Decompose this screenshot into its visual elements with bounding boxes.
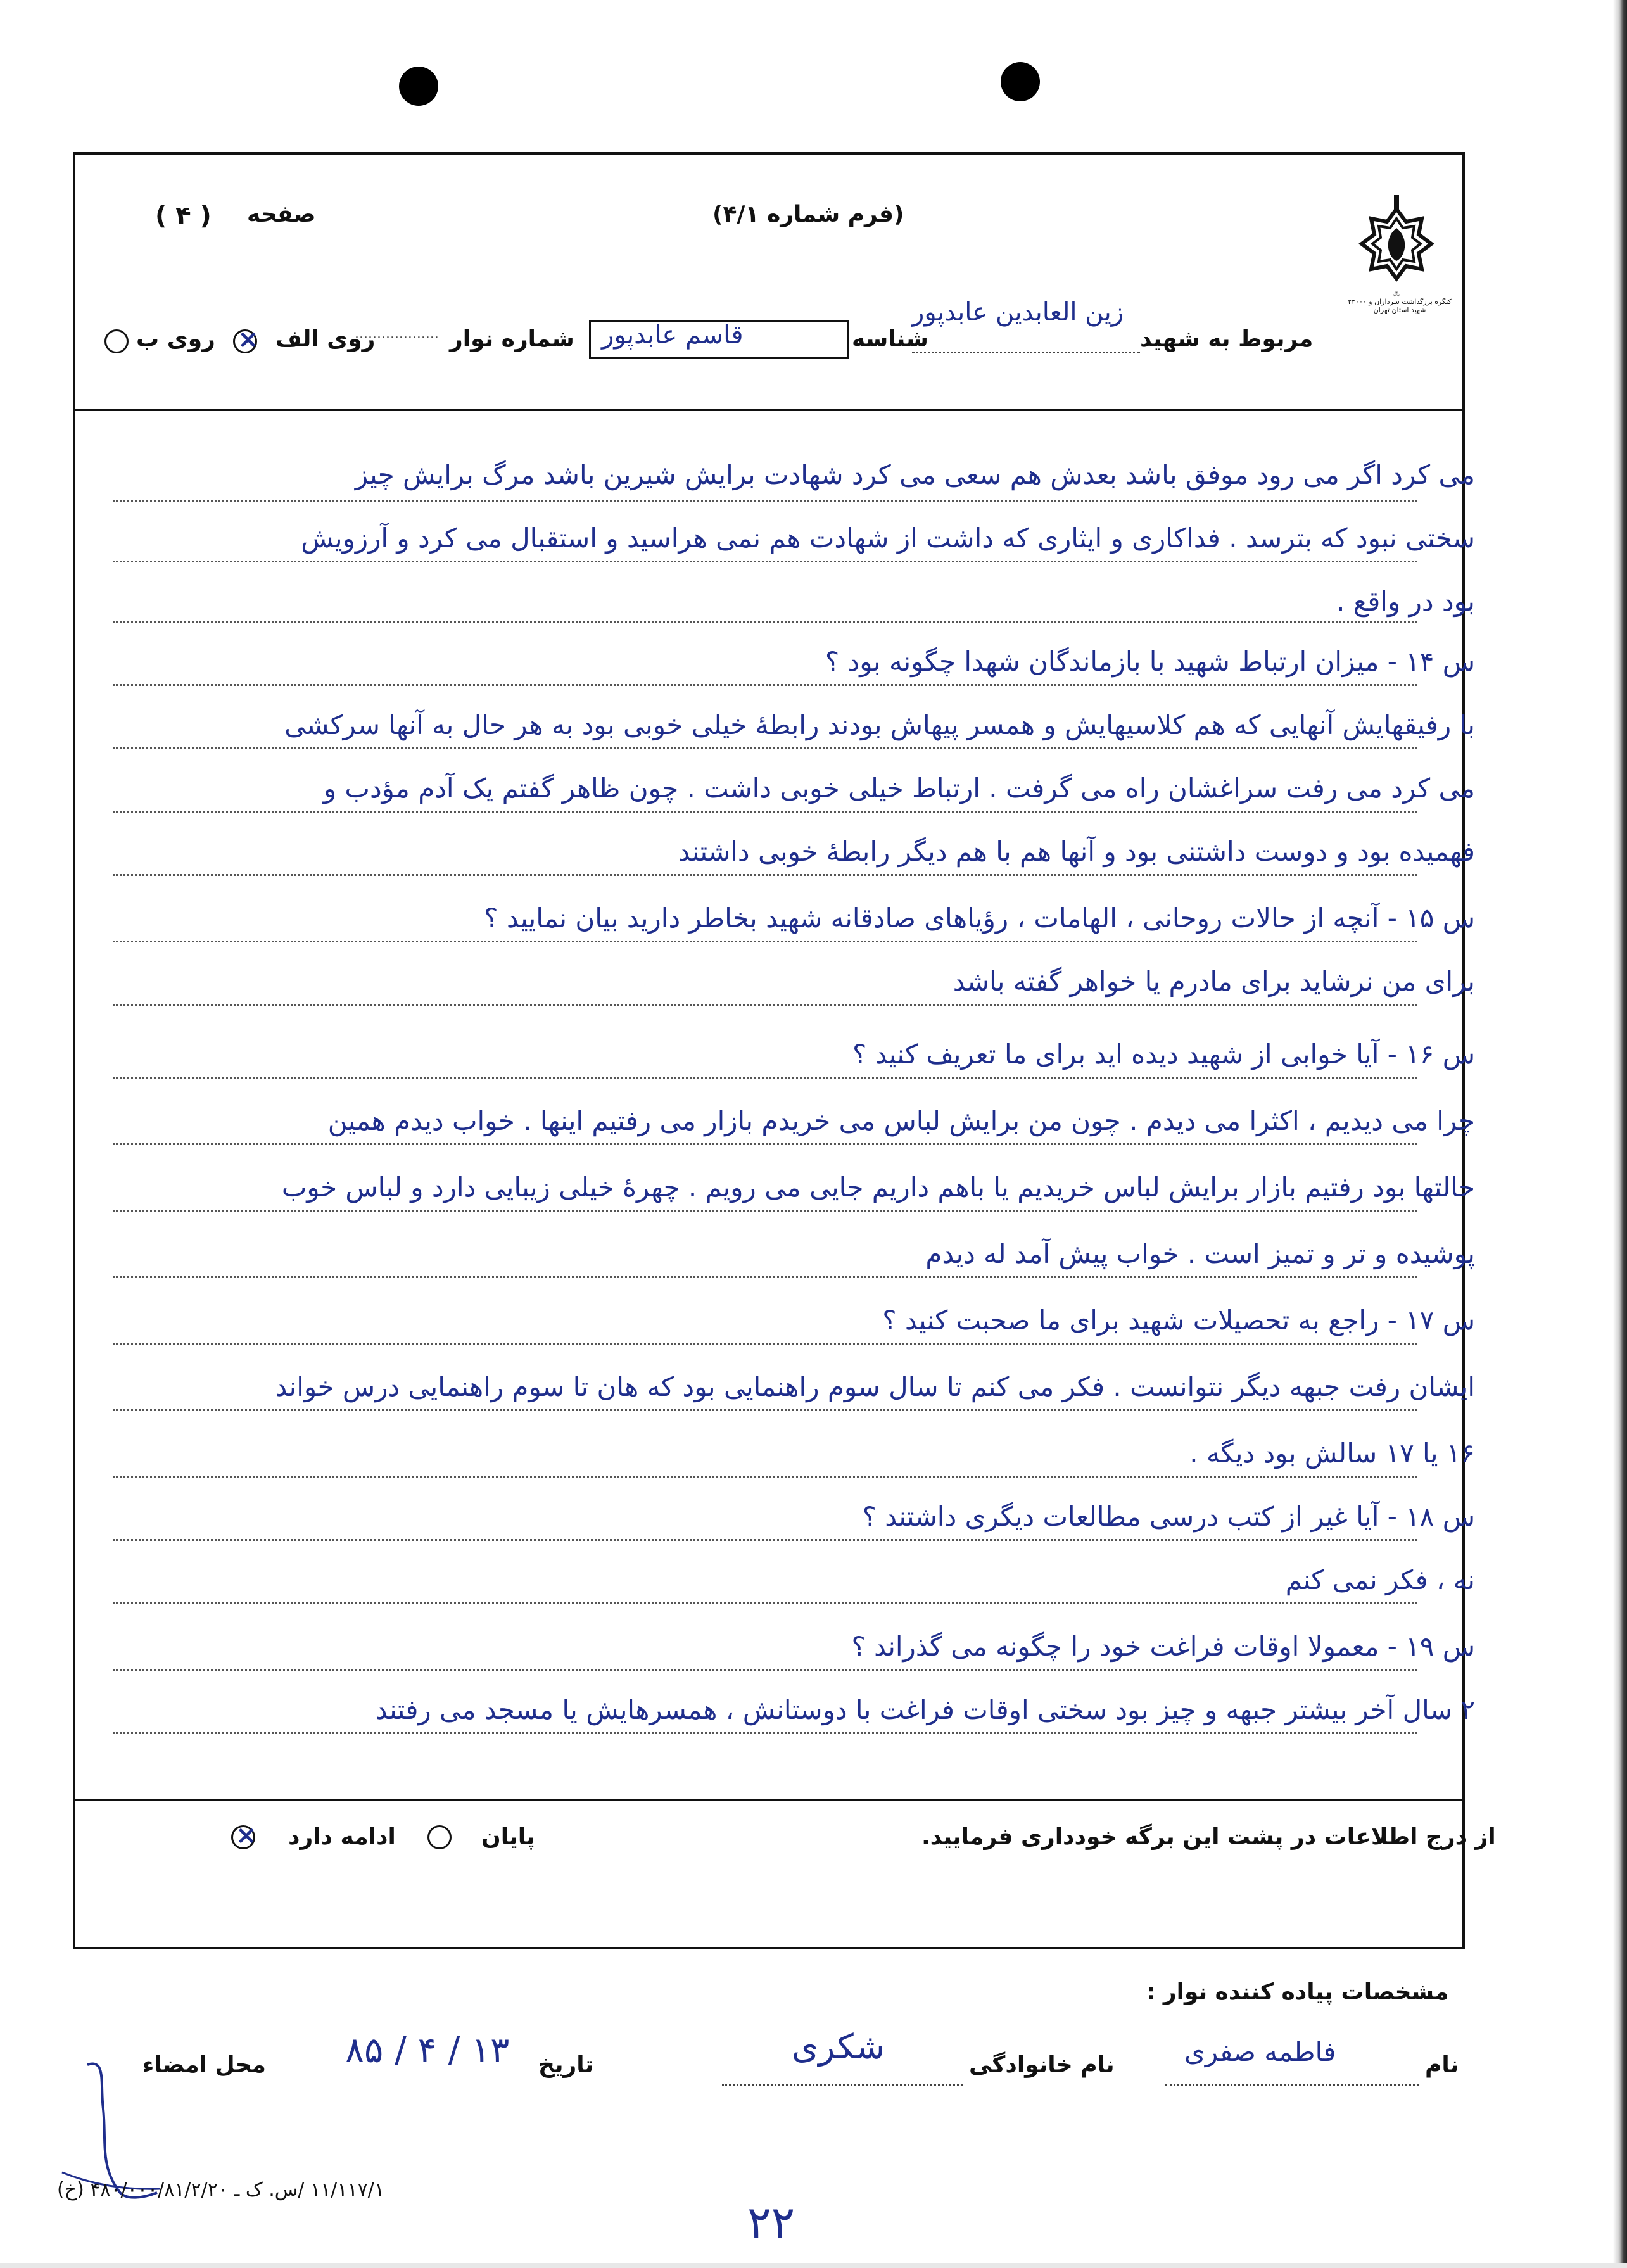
side-dots: ................... <box>355 326 439 342</box>
date-handwritten: ۸۵ / ۴ / ۱۳ <box>345 2030 510 2071</box>
side-a-label: روی الف <box>275 326 376 352</box>
body-line: نه ، فکر نمی کنم <box>1285 1564 1475 1595</box>
question-18: س ۱۸ - آیا غیر از کتب درسی مطالعات دیگری داشتند ؟ <box>862 1501 1475 1532</box>
header-divider <box>73 409 1465 411</box>
body-bottom-divider <box>73 1799 1465 1801</box>
page-number: ( ۴ ) <box>155 201 212 231</box>
side-a-radio[interactable] <box>233 329 257 353</box>
family-name-label: نام خانوادگی <box>969 2052 1115 2078</box>
linked-martyr-label: مربوط به شهید <box>1140 326 1314 352</box>
body-line: چرا می دیدیم ، اکثرا می دیدم . چون من برایش لباس می خریدم بازار می رفتیم اینها . خواب دیدم همین <box>327 1105 1475 1136</box>
question-19: س ۱۹ - معمولا اوقات فراغت خود را چگونه می گذراند ؟ <box>851 1631 1475 1662</box>
ruled-line <box>113 941 1417 942</box>
body-line: می کرد می رفت سراغشان راه می گرفت . ارتباط خیلی خوبی داشت . چون ظاهر گفتم یک آدم مؤدب و <box>323 773 1475 804</box>
ruled-line <box>113 874 1417 876</box>
martyr-name-dotline <box>912 352 1140 353</box>
end-radio[interactable] <box>427 1825 452 1849</box>
question-14: س ۱۴ - میزان ارتباط شهید با بازماندگان شهدا چگونه بود ؟ <box>825 646 1475 677</box>
body-line: با رفیقهایش آنهایی که هم کلاسیهایش و همسر پیهاش بودند رابطهٔ خیلی خوبی بود به هر حال به آنها سرکشی <box>284 709 1475 740</box>
tape-number-label: شماره نوار <box>450 326 574 352</box>
organization-name: کنگره بزرگداشت سرداران و ۲۳۰۰۰ شهید استان تهران <box>1348 298 1452 314</box>
ruled-line <box>113 684 1417 686</box>
body-line: می کرد اگر می رود موفق باشد بعدش هم سعی می کرد شهادت برایش شیرین باشد مرگ برایش چیز <box>355 459 1475 490</box>
ruled-line <box>113 1004 1417 1006</box>
question-15: س ۱۵ - آنچه از حالات روحانی ، الهامات ، رؤیاهای صادقانه شهید بخاطر دارید بیان نمایید ؟ <box>484 903 1475 934</box>
ruled-line <box>113 1669 1417 1671</box>
signature-label: محل امضاء <box>142 2052 266 2078</box>
side-b-label: روی ب <box>136 326 215 352</box>
scan-edge <box>1613 0 1627 2268</box>
family-name-handwritten: شکری <box>792 2027 885 2067</box>
first-name-dotline <box>1165 2084 1419 2086</box>
ruled-line <box>113 500 1417 502</box>
continued-radio[interactable] <box>231 1825 255 1849</box>
ruled-line <box>113 1143 1417 1145</box>
form-title: (فرم شماره ۴/۱) <box>712 201 904 227</box>
side-b-radio[interactable] <box>104 329 129 353</box>
body-line: ۲ سال آخر بیشتر جبهه و چیز بود سختی اوقات فراغت با دوستانش ، همسرهایش یا مسجد می رفتند <box>375 1694 1475 1725</box>
ruled-line <box>113 561 1417 562</box>
organization-logo-icon <box>1339 184 1453 304</box>
end-label: پایان <box>481 1824 535 1850</box>
back-side-notice: از درج اطلاعات در پشت این برگه خودداری فرمایید. <box>921 1824 1496 1850</box>
ruled-line <box>113 1602 1417 1604</box>
ruled-line <box>113 1343 1417 1345</box>
punch-hole-left <box>399 67 438 106</box>
continued-label: ادامه دارد <box>288 1824 396 1850</box>
transcriber-heading: مشخصات پیاده کننده نوار : <box>1146 1979 1449 2005</box>
body-line: ۱۶ یا ۱۷ سالش بود دیگه . <box>1189 1438 1475 1469</box>
scan-bottom-edge <box>0 2263 1627 2268</box>
body-line: بود در واقع . <box>1336 586 1475 617</box>
page-label: صفحه <box>247 201 316 227</box>
question-16: س ۱۶ - آیا خوابی از شهید دیده اید برای ما تعریف کنید ؟ <box>852 1039 1475 1070</box>
ruled-line <box>113 1210 1417 1212</box>
ruled-line <box>113 1276 1417 1278</box>
ruled-line <box>113 621 1417 623</box>
id-handwritten: قاسم عابدپور <box>602 320 744 350</box>
first-name-label: نام <box>1425 2052 1459 2078</box>
ruled-line <box>113 811 1417 813</box>
ruled-line <box>113 747 1417 749</box>
ruled-line <box>113 1409 1417 1411</box>
ruled-line <box>113 1539 1417 1541</box>
body-line: حالتها بود رفتیم بازار برایش لباس خریدیم یا باهم داریم جایی می رویم . چهرهٔ خیلی زیبایی دارد و لباس خوب <box>281 1172 1475 1203</box>
punch-hole-right <box>1001 62 1040 101</box>
question-17: س ۱۷ - راجع به تحصیلات شهید برای ما صحبت کنید ؟ <box>882 1305 1475 1336</box>
body-line: ایشان رفت جبهه دیگر نتوانست . فکر می کنم تا سال سوم راهنمایی بود که هان تا سوم راهنمایی درس خواند <box>275 1371 1475 1402</box>
handwritten-page-number: ۲۲ <box>747 2196 795 2248</box>
martyr-name-handwritten: زین العابدین عابدپور <box>912 298 1124 327</box>
body-line: فهمیده بود و دوست داشتنی بود و آنها هم با هم دیگر رابطهٔ خوبی داشتند <box>678 836 1475 867</box>
body-line: برای من نرشاید برای مادرم یا خواهر گفته باشد <box>953 966 1475 997</box>
date-label: تاریخ <box>538 2052 594 2078</box>
svg-text:⁂: ⁂ <box>1393 290 1400 298</box>
body-line: پوشیده و تر و تمیز است . خواب پیش آمد له دیدم <box>925 1238 1475 1269</box>
ruled-line <box>113 1077 1417 1079</box>
ruled-line <box>113 1732 1417 1734</box>
family-name-dotline <box>722 2084 963 2086</box>
ruled-line <box>113 1476 1417 1478</box>
id-label: شناسه <box>852 326 928 352</box>
form-code: ۱۱/۱۱۷/۱ /س. ک ـ ۴۸۰/۰۰۰/۸۱/۲/۲۰ (خ) <box>57 2179 384 2201</box>
body-line: سختی نبود که بترسد . فداکاری و ایثاری که داشت از شهادت هم نمی هراسید و استقبال می کرد و آرزویش <box>301 523 1475 554</box>
first-name-handwritten: فاطمه صفری <box>1184 2036 1336 2067</box>
